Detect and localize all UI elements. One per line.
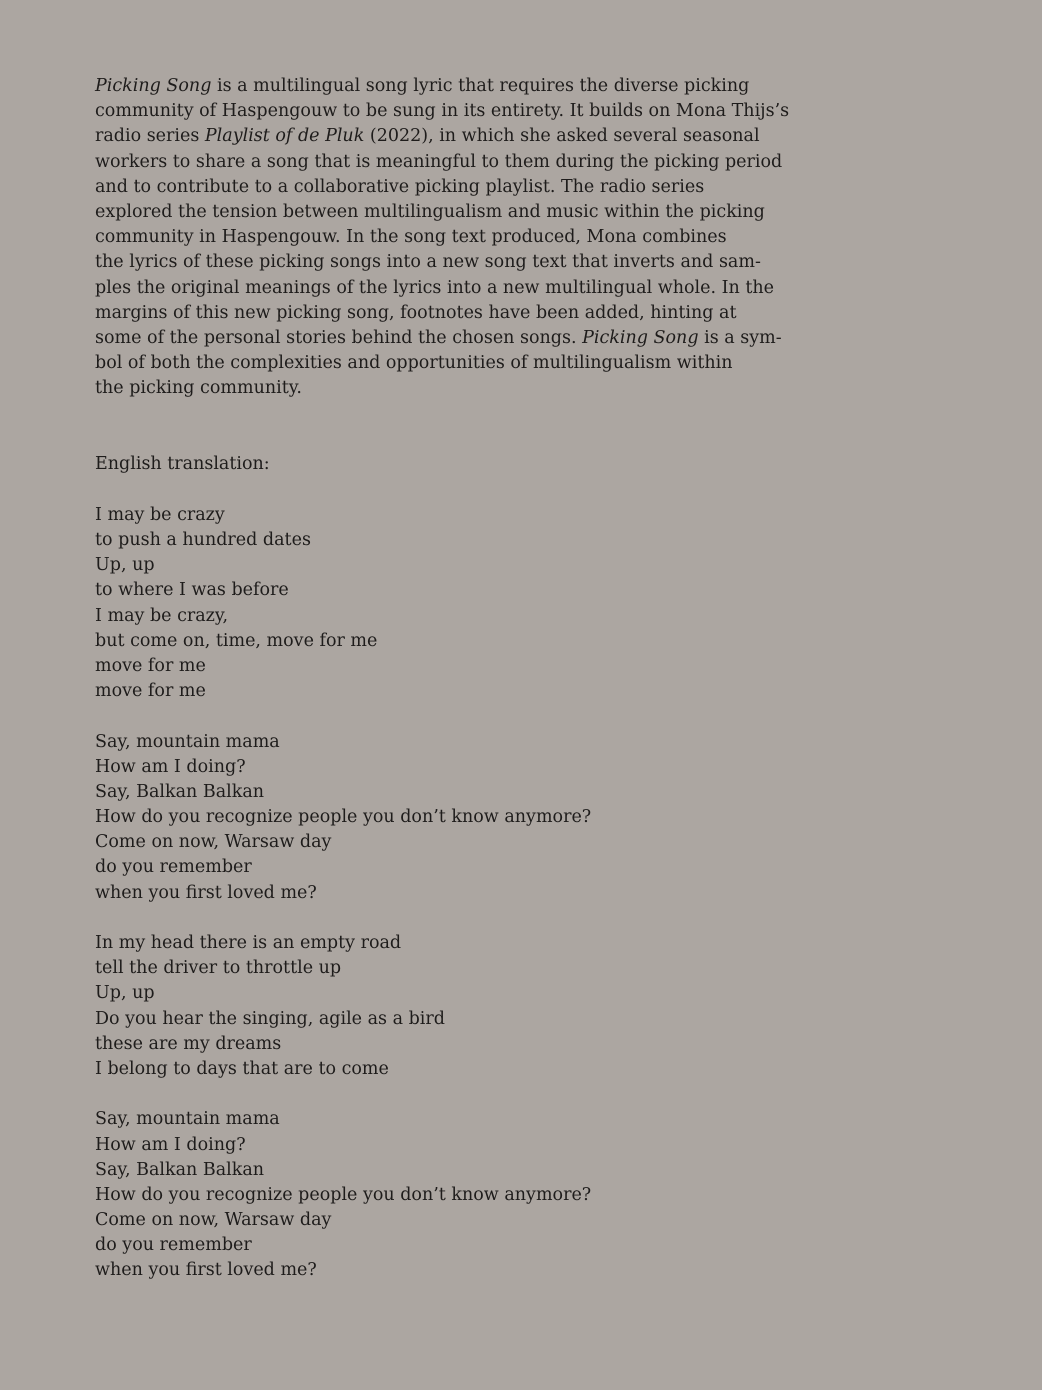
lyric-line: Say, Balkan Balkan (95, 1159, 265, 1180)
intro-line (95, 74, 855, 99)
intro-text: ples the original meanings of the lyrics into a new multilingual whole. In the (95, 277, 774, 298)
intro-text: and to contribute to a collaborative picking playlist. The radio series (95, 176, 705, 197)
lyric-line: tell the driver to throttle up (95, 958, 342, 979)
intro-line (95, 150, 855, 175)
translation-heading: English translation: (95, 454, 270, 475)
intro-text: community in Haspengouw. In the song text produced, Mona combines (95, 227, 727, 248)
intro-text: community of Haspengouw to be sung in its entirety. It builds on Mona Thijs’s (95, 101, 790, 122)
intro-text: bol of both the complexities and opportunities of multilingualism within (95, 353, 733, 374)
intro-line (95, 200, 855, 225)
lyric-line: Come on now, Warsaw day (95, 832, 332, 853)
lyric-line: move for me (95, 681, 206, 702)
lyric-line: How do you recognize people you don’t know anymore? (95, 1184, 592, 1205)
intro-text: is a sym- (698, 327, 782, 348)
stanza (95, 931, 855, 1082)
lyric-line: to where I was before (95, 580, 289, 601)
intro-line (95, 124, 855, 149)
lyric-line: Do you hear the singing, agile as a bird (95, 1008, 445, 1029)
lyric-line: to push a hundred dates (95, 530, 311, 550)
italic-title: Picking Song (95, 76, 212, 96)
stanza (95, 730, 855, 906)
lyric-line: Say, Balkan Balkan (95, 781, 265, 802)
intro-text: radio series (95, 126, 205, 147)
intro-text: explored the tension between multilingualism and music within the picking (95, 201, 765, 222)
intro-line (95, 225, 855, 250)
intro-line (95, 376, 855, 401)
intro-text: the lyrics of these picking songs into a new song text that inverts and sam- (95, 252, 761, 273)
lyric-line: How am I doing? (95, 756, 246, 777)
italic-title: Picking Song (582, 327, 699, 348)
intro-text: the picking community. (95, 378, 302, 399)
intro-line (95, 175, 855, 200)
stanza (95, 1107, 855, 1283)
lyric-line: Up, up (95, 555, 155, 576)
lyric-line: In my head there is an empty road (95, 933, 402, 953)
intro-line (95, 276, 855, 301)
lyric-line: do you remember (95, 857, 252, 878)
lyric-line: these are my dreams (95, 1033, 282, 1054)
lyric-line: Up, up (95, 983, 155, 1004)
lyric-line: when you first loved me? (95, 882, 317, 903)
document-page (95, 74, 855, 1309)
intro-text: is a multilingual song lyric that requires the diverse picking (211, 76, 750, 96)
lyric-line: I may be crazy (95, 504, 225, 525)
lyric-line: I may be crazy, (95, 605, 229, 626)
intro-text: workers to share a song that is meaningful to them during the picking period (95, 151, 783, 172)
lyric-line: Say, mountain mama (95, 731, 280, 752)
lyric-line: Come on now, Warsaw day (95, 1210, 332, 1231)
lyric-line: but come on, time, move for me (95, 630, 378, 651)
intro-line (95, 351, 855, 376)
lyric-line: Say, mountain mama (95, 1109, 280, 1130)
intro-line (95, 250, 855, 275)
lyric-line: move for me (95, 655, 206, 676)
italic-title: Playlist of de Pluk (204, 126, 365, 147)
intro-line (95, 99, 855, 124)
intro-text: margins of this new picking song, footnotes have been added, hinting at (95, 302, 737, 323)
lyric-line: I belong to days that are to come (95, 1058, 389, 1079)
lyric-line: How do you recognize people you don’t know anymore? (95, 807, 592, 828)
lyric-line: How am I doing? (95, 1134, 246, 1155)
intro-line (95, 326, 855, 351)
intro-paragraph (95, 74, 855, 401)
lyric-line: when you first loved me? (95, 1260, 317, 1281)
intro-text: (2022), in which she asked several seasonal (364, 126, 760, 147)
intro-text: some of the personal stories behind the chosen songs. (95, 327, 583, 348)
stanza (95, 503, 855, 705)
intro-line (95, 301, 855, 326)
lyric-line: do you remember (95, 1235, 252, 1256)
lyrics (95, 503, 855, 1284)
